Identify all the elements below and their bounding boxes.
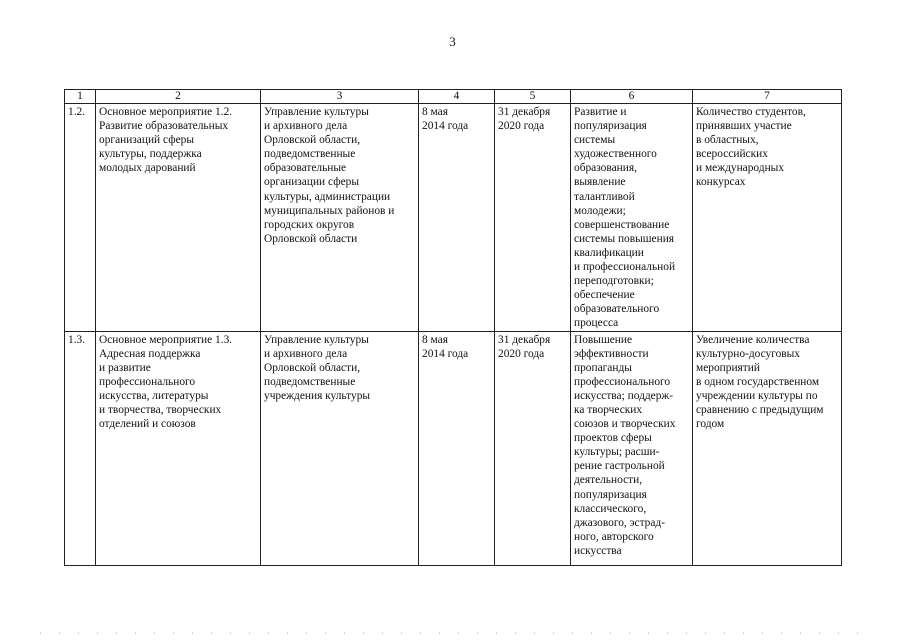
- result-cell: [571, 104, 693, 332]
- cell-line: популяризация: [574, 120, 647, 133]
- cell-line: 31 декабря: [498, 333, 551, 346]
- cell-line: 31 декабря: [498, 106, 551, 118]
- cell-line: Количество студентов,: [696, 106, 806, 118]
- cell-line: джазового, эстрад-: [574, 516, 666, 529]
- activities-table: [64, 89, 842, 566]
- cell-line: 8 мая: [422, 106, 448, 118]
- cell-line: и архивного дела: [264, 347, 348, 360]
- table-row: [65, 104, 842, 332]
- header-col-1: 1: [65, 90, 96, 104]
- cell-line: в одном государственном: [696, 375, 820, 388]
- cell-line: мероприятий: [696, 361, 760, 374]
- row-number: 1.3.: [65, 331, 96, 565]
- cell-line: принявших участие: [696, 120, 792, 133]
- cell-line: рение гастрольной: [574, 460, 665, 473]
- cell-line: годом: [696, 418, 725, 431]
- cell-line: подведомственные: [264, 148, 356, 161]
- cell-line: организаций сферы: [99, 134, 194, 147]
- cell-line: всероссийских: [696, 148, 768, 161]
- cell-line: организации сферы: [264, 176, 359, 189]
- cell-line: и профессиональной: [574, 261, 676, 274]
- start-date-cell: [419, 104, 495, 332]
- header-col-7: 7: [693, 90, 842, 104]
- cell-line: обеспечение: [574, 289, 635, 302]
- cell-line: Орловской области: [264, 232, 358, 245]
- cell-line: Увеличение количества: [696, 333, 810, 346]
- cell-line: профессионального: [574, 375, 671, 388]
- cell-line: системы повышения: [574, 232, 675, 245]
- cell-line: Орловской области,: [264, 134, 361, 147]
- cell-line: талантливой: [574, 190, 635, 203]
- cell-line: и развитие: [99, 361, 151, 374]
- cell-line: сравнению с предыдущим: [696, 403, 824, 416]
- cell-line: системы: [574, 134, 616, 147]
- cell-line: культуры, поддержка: [99, 148, 202, 161]
- cell-line: ка творческих: [574, 403, 643, 416]
- header-col-3: 3: [261, 90, 419, 104]
- cell-line: союзов и творческих: [574, 418, 676, 431]
- cell-line: Адресная поддержка: [99, 347, 201, 360]
- header-col-6: 6: [571, 90, 693, 104]
- cell-line: молодежи;: [574, 204, 626, 217]
- cell-line: художественного: [574, 148, 657, 161]
- indicator-cell: [693, 104, 842, 332]
- cell-line: Развитие и: [574, 106, 627, 118]
- cell-line: конкурсах: [696, 176, 746, 189]
- cell-line: культурно-досуговых: [696, 347, 800, 360]
- cell-line: 2014 года: [422, 120, 469, 133]
- cell-line: процесса: [574, 317, 619, 330]
- cell-line: выявление: [574, 176, 626, 189]
- cell-line: деятельности,: [574, 474, 643, 487]
- cell-line: и творчества, творческих: [99, 403, 222, 416]
- cell-line: Управление культуры: [264, 333, 369, 346]
- cell-line: Управление культуры: [264, 106, 369, 118]
- cell-line: ного, авторского: [574, 530, 654, 543]
- header-col-4: 4: [419, 90, 495, 104]
- cell-line: 2020 года: [498, 120, 545, 133]
- cell-line: профессионального: [99, 375, 196, 388]
- activity-cell: [96, 104, 261, 332]
- cell-line: классического,: [574, 502, 647, 515]
- header-col-2: 2: [96, 90, 261, 104]
- cell-line: искусства: [574, 544, 622, 557]
- cell-line: Повышение: [574, 333, 633, 346]
- cell-line: 2020 года: [498, 347, 545, 360]
- page-number: 3: [449, 34, 456, 49]
- cell-line: 2014 года: [422, 347, 469, 360]
- cell-line: искусства, литературы: [99, 389, 209, 402]
- result-cell: [571, 331, 693, 565]
- scan-artifact-strip: [40, 632, 860, 634]
- cell-line: в областных,: [696, 134, 759, 147]
- cell-line: культуры; расши-: [574, 446, 660, 459]
- cell-line: квалификации: [574, 246, 644, 259]
- executor-cell: [261, 104, 419, 332]
- cell-line: Основное мероприятие 1.2.: [99, 106, 233, 118]
- cell-line: и архивного дела: [264, 120, 348, 133]
- cell-line: образовательные: [264, 162, 347, 175]
- cell-line: муниципальных районов и: [264, 204, 395, 217]
- executor-cell: [261, 331, 419, 565]
- end-date-cell: [495, 104, 571, 332]
- cell-line: Основное мероприятие 1.3.: [99, 333, 233, 346]
- cell-line: проектов сферы: [574, 432, 652, 445]
- cell-line: и международных: [696, 162, 785, 175]
- header-row: [65, 90, 842, 104]
- cell-line: подведомственные: [264, 375, 356, 388]
- cell-line: искусства; поддерж-: [574, 389, 674, 402]
- cell-line: городских округов: [264, 218, 355, 231]
- end-date-cell: [495, 331, 571, 565]
- cell-line: 8 мая: [422, 333, 448, 346]
- cell-line: переподготовки;: [574, 275, 654, 288]
- cell-line: Развитие образовательных: [99, 120, 229, 133]
- header-col-5: 5: [495, 90, 571, 104]
- cell-line: молодых дарований: [99, 162, 196, 175]
- activity-cell: [96, 331, 261, 565]
- indicator-cell: [693, 331, 842, 565]
- table-row: [65, 331, 842, 565]
- cell-line: образования,: [574, 162, 637, 175]
- cell-line: культуры, администрации: [264, 190, 391, 203]
- row-number: 1.2.: [65, 104, 96, 332]
- start-date-cell: [419, 331, 495, 565]
- cell-line: учреждении культуры по: [696, 389, 818, 402]
- cell-line: учреждения культуры: [264, 389, 371, 402]
- cell-line: пропаганды: [574, 361, 632, 374]
- cell-line: образовательного: [574, 303, 660, 316]
- cell-line: эффективности: [574, 347, 649, 360]
- cell-line: отделений и союзов: [99, 418, 196, 431]
- cell-line: популяризация: [574, 488, 647, 501]
- cell-line: Орловской области,: [264, 361, 361, 374]
- cell-line: совершенствование: [574, 218, 670, 231]
